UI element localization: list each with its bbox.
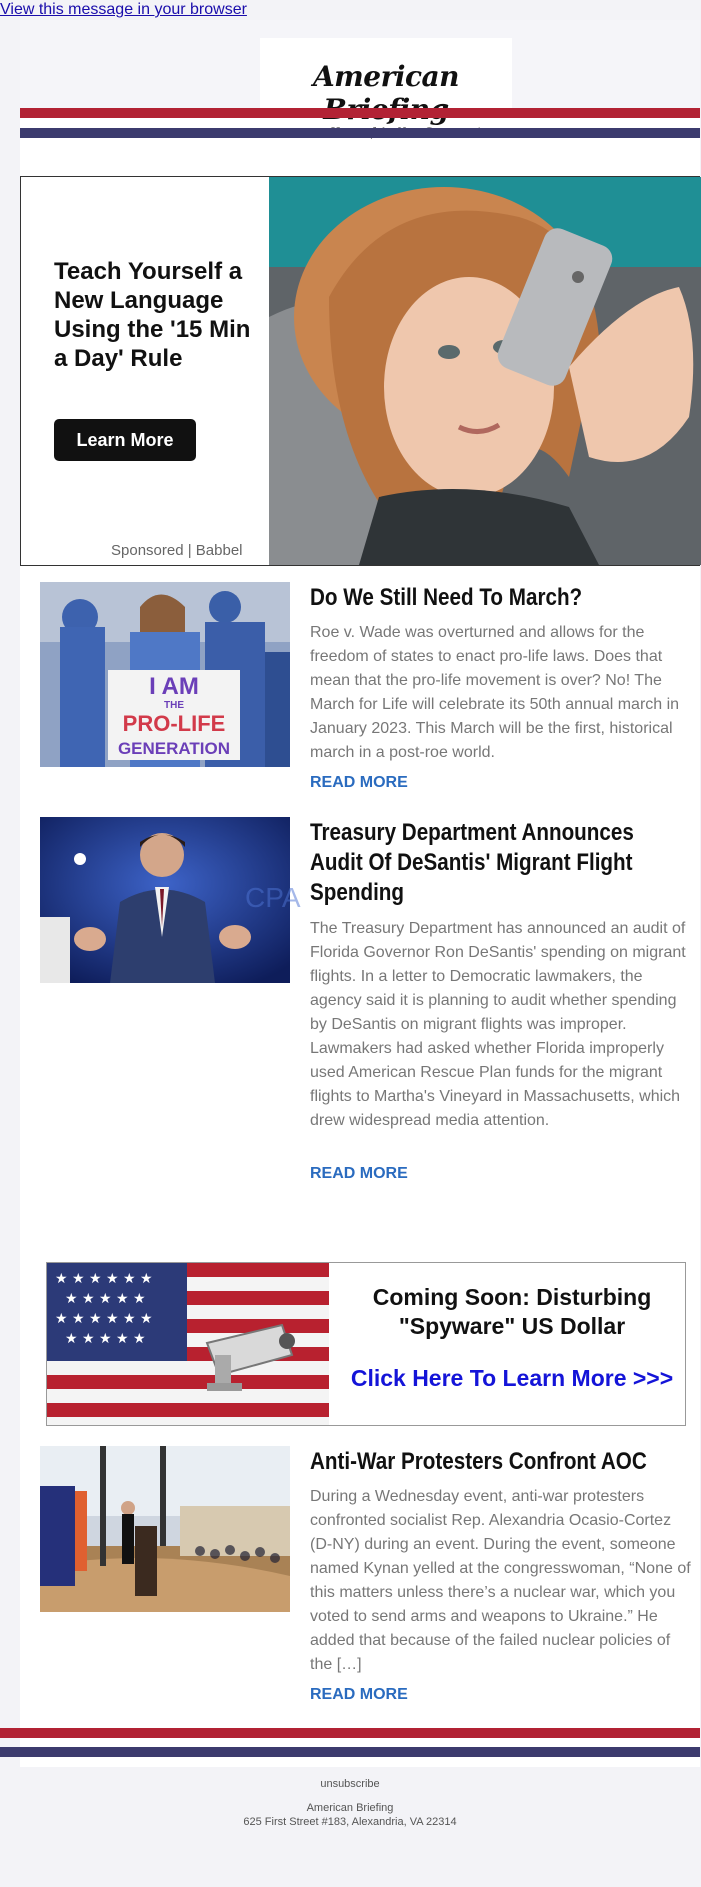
ad-sponsor-label: Sponsored | Babbel	[111, 542, 243, 559]
ad-headline[interactable]: Teach Yourself a New Language Using the '15 Min a Day' Rule	[54, 258, 251, 372]
svg-text:CPA: CPA	[245, 882, 301, 913]
footer-company-name: American Briefing	[306, 1802, 394, 1814]
banner-headline[interactable]: Coming Soon: Disturbing "Spyware" US Dollar	[372, 1284, 652, 1339]
view-in-browser-link[interactable]: View this message in your browser	[0, 1, 247, 18]
article-3-body: During a Wednesday event, anti-war protesters confronted socialist Rep. Alexandria Ocasio-Cortez (D-NY) during an event. During the event, someone named Kynan yelled at the congresswoman, “None of this matters unless there’s a nuclear war, which you voted to send arms and weapons to Ukraine.” He added that because of the failed nuclear policies of the […]	[310, 1488, 691, 1673]
svg-text:★ ★ ★ ★ ★ ★: ★ ★ ★ ★ ★ ★	[55, 1271, 153, 1287]
ad-photo-woman-with-phone[interactable]	[269, 177, 701, 565]
article-1-body: Roe v. Wade was overturned and allows for the freedom of states to enact pro-life laws. Does that mean that the pro-life movement is over? No! The March for Life will celebrate its 50th annual march in January 2023. This March will be the first, historical march in a post-roe world.	[310, 624, 680, 761]
svg-text:★ ★ ★ ★ ★: ★ ★ ★ ★ ★	[65, 1331, 146, 1347]
footer-stripe-blue	[0, 1747, 700, 1757]
article-3-read-more-link[interactable]: READ MORE	[310, 1686, 408, 1703]
article-3-title[interactable]: Anti-War Protesters Confront AOC	[310, 1448, 647, 1475]
footer-address: 625 First Street #183, Alexandria, VA 22314	[243, 1816, 457, 1828]
ad-learn-more-button[interactable]: Learn More	[54, 419, 196, 461]
footer-stripe-red	[0, 1728, 700, 1738]
article-1-thumbnail[interactable]	[40, 582, 290, 767]
header	[20, 20, 700, 108]
article-2-thumbnail[interactable]	[40, 817, 301, 983]
sponsored-ad[interactable]	[20, 176, 700, 566]
logo[interactable]	[260, 38, 512, 110]
article-1-title[interactable]: Do We Still Need To March?	[310, 584, 583, 611]
sign-line-2: THE	[164, 700, 184, 711]
header-stripe-blue	[20, 128, 700, 138]
footer-unsubscribe-wrap	[0, 1778, 700, 1790]
article-2-read-more-link[interactable]: READ MORE	[310, 1165, 408, 1182]
american-flag-camera-image	[47, 1263, 329, 1425]
article-2-body: The Treasury Department has announced an audit of Florida Governor Ron DeSantis' spending on migrant flights. In a letter to Democratic lawmakers, the agency said it is planning to audit whether spending by DeSantis on migrant flights was improper. Lawmakers had asked whether Florida improperly used American Rescue Plan funds for the migrant flights to Martha's Vineyard in Massachusetts, which drew widespread media attention.	[310, 920, 686, 1129]
sign-line-1: I AM	[149, 673, 199, 700]
header-stripe-red	[20, 108, 700, 118]
unsubscribe-link[interactable]: unsubscribe	[320, 1778, 380, 1790]
article-2-title[interactable]: Treasury Department Announces Audit Of DeSantis' Migrant Flight Spending	[310, 819, 634, 906]
svg-text:★ ★ ★ ★ ★: ★ ★ ★ ★ ★	[65, 1291, 146, 1307]
spyware-dollar-banner[interactable]	[46, 1262, 686, 1426]
sign-line-4: GENERATION	[117, 739, 231, 758]
banner-cta-link[interactable]: Click Here To Learn More >>>	[350, 1365, 674, 1391]
article-1-read-more-link[interactable]: READ MORE	[310, 774, 408, 791]
logo-title: American	[312, 60, 460, 93]
article-3-thumbnail[interactable]	[40, 1446, 290, 1612]
ad-text-panel	[21, 177, 269, 565]
sign-line-3: PRO-LIFE	[122, 711, 226, 736]
svg-text:★ ★ ★ ★ ★ ★: ★ ★ ★ ★ ★ ★	[55, 1311, 153, 1327]
